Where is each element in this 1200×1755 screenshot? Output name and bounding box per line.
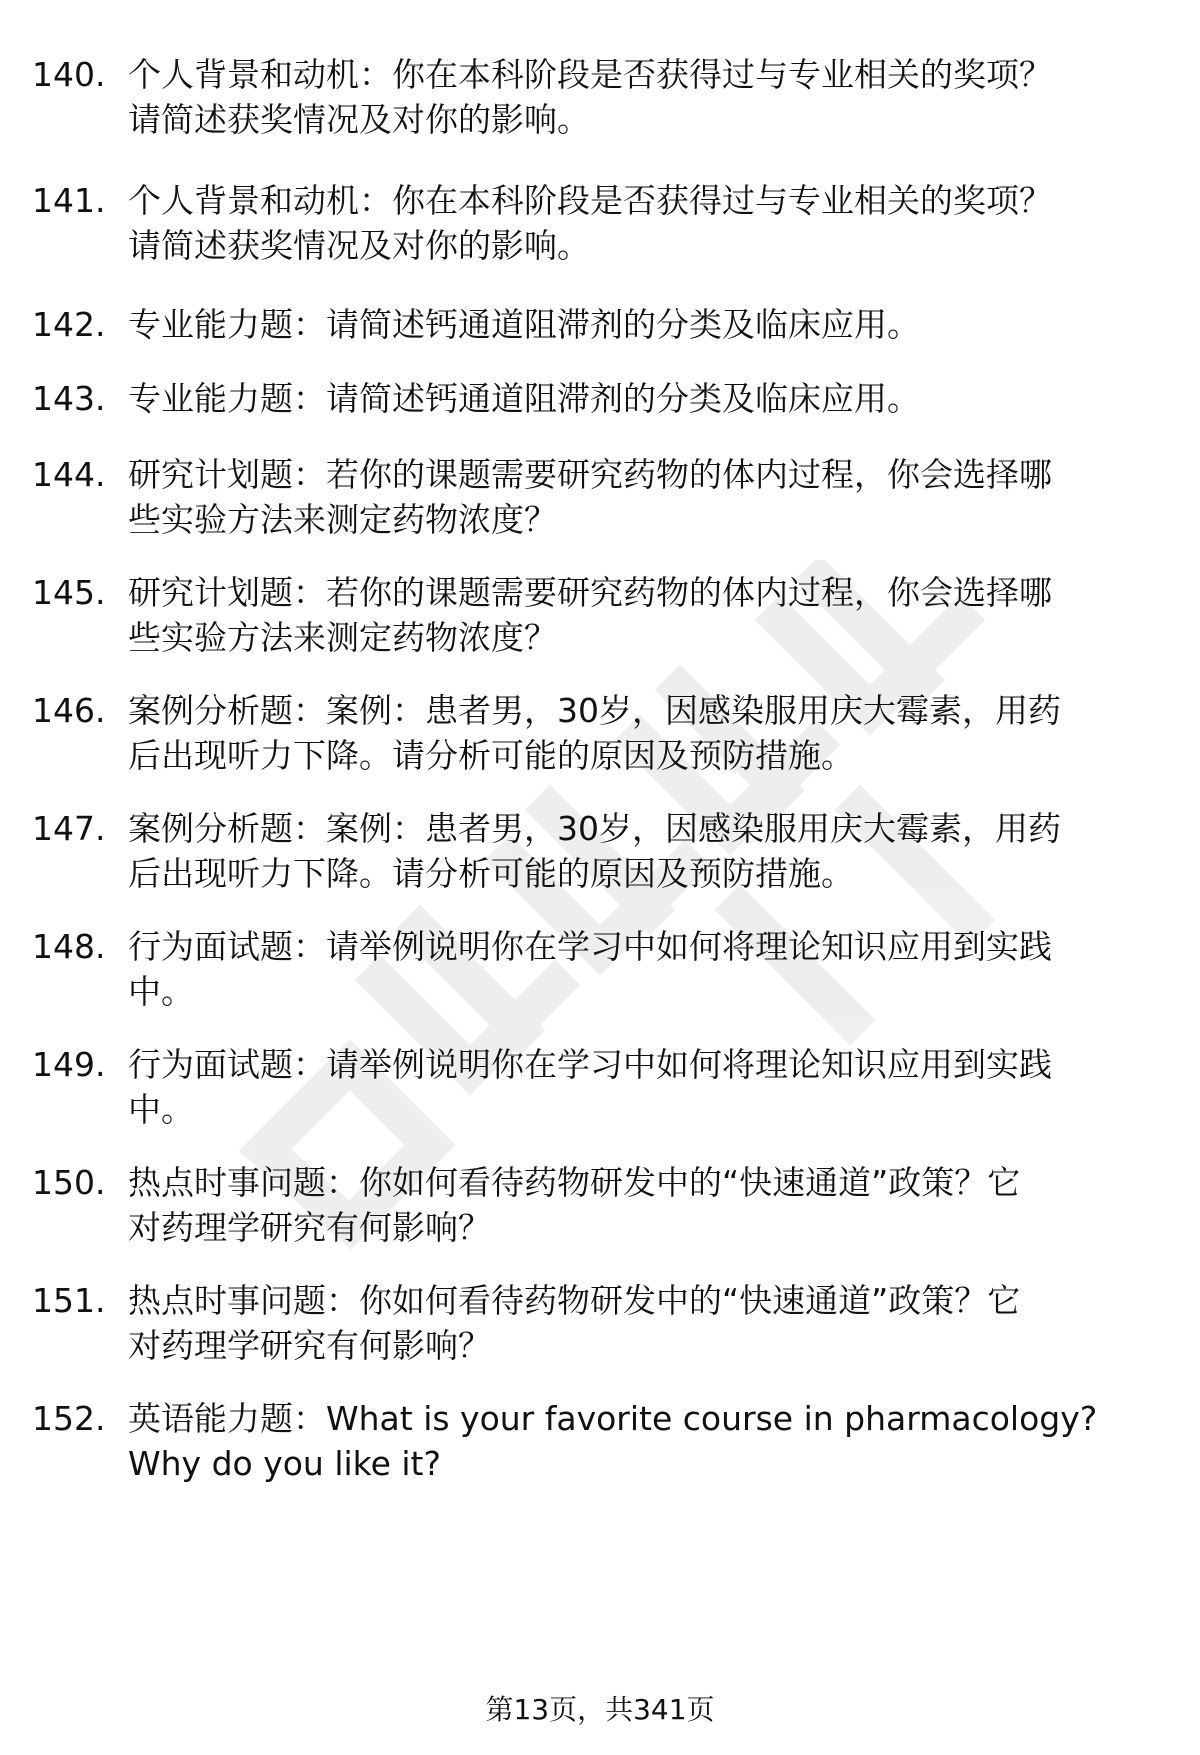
question-text: 热点时事问题：你如何看待药物研发中的“快速通道”政策？它 对药理学研究有何影响？: [128, 1281, 1021, 1365]
question-text: 专业能力题：请简述钙通道阻滞剂的分类及临床应用。: [128, 305, 920, 344]
question-number: 146.: [32, 691, 106, 730]
question-item: [32, 1042, 1172, 1160]
question-item: [32, 452, 1172, 570]
question-text: 专业能力题：请简述钙通道阻滞剂的分类及临床应用。: [128, 379, 920, 418]
question-text: 热点时事问题：你如何看待药物研发中的“快速通道”政策？它 对药理学研究有何影响？: [128, 1163, 1021, 1247]
question-text: 个人背景和动机：你在本科阶段是否获得过与专业相关的奖项？ 请简述获奖情况及对你的影响。: [128, 55, 1052, 139]
question-number: 152.: [32, 1399, 106, 1438]
question-number: 142.: [32, 305, 106, 344]
question-item: [32, 924, 1172, 1042]
question-text: 英语能力题：What is your favorite course in pharmacology? Why do you like it?: [128, 1399, 1098, 1483]
question-item: [32, 570, 1172, 688]
question-text: 案例分析题：案例：患者男，30岁，因感染服用庆大霉素，用药 后出现听力下降。请分析可能的原因及预防措施。: [128, 691, 1061, 775]
question-number: 140.: [32, 55, 106, 94]
question-item: [32, 688, 1172, 806]
question-number: 141.: [32, 181, 106, 220]
question-list: [32, 52, 1172, 1492]
question-item: [32, 1396, 1172, 1492]
question-item: [32, 52, 1172, 178]
question-number: 149.: [32, 1045, 106, 1084]
question-text: 个人背景和动机：你在本科阶段是否获得过与专业相关的奖项？ 请简述获奖情况及对你的影响。: [128, 181, 1052, 265]
question-number: 148.: [32, 927, 106, 966]
question-text: 案例分析题：案例：患者男，30岁，因感染服用庆大霉素，用药 后出现听力下降。请分析可能的原因及预防措施。: [128, 809, 1061, 893]
question-text: 行为面试题：请举例说明你在学习中如何将理论知识应用到实践 中。: [128, 1045, 1052, 1129]
question-item: [32, 376, 1172, 452]
question-number: 150.: [32, 1163, 106, 1202]
question-item: [32, 302, 1172, 376]
question-item: [32, 178, 1172, 302]
question-item: [32, 1278, 1172, 1396]
question-item: [32, 1160, 1172, 1278]
page-number-footer: 第13页，共341页: [485, 1693, 715, 1726]
question-number: 147.: [32, 809, 106, 848]
question-item: [32, 806, 1172, 924]
question-text: 研究计划题：若你的课题需要研究药物的体内过程，你会选择哪 些实验方法来测定药物浓度？: [128, 455, 1052, 539]
question-number: 151.: [32, 1281, 106, 1320]
question-text: 研究计划题：若你的课题需要研究药物的体内过程，你会选择哪 些实验方法来测定药物浓度？: [128, 573, 1052, 657]
question-text: 行为面试题：请举例说明你在学习中如何将理论知识应用到实践 中。: [128, 927, 1052, 1011]
question-number: 143.: [32, 379, 106, 418]
question-number: 145.: [32, 573, 106, 612]
question-number: 144.: [32, 455, 106, 494]
